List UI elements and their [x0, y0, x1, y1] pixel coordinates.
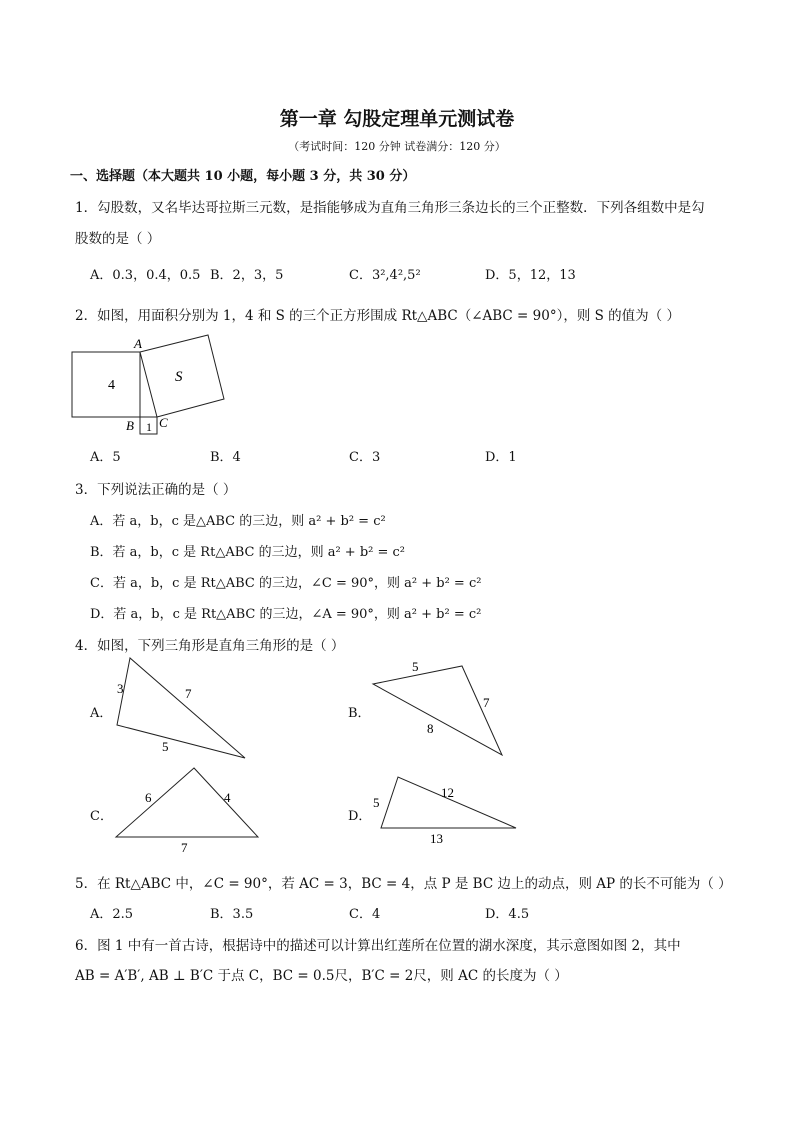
tri-a-side-5: 5 [162, 739, 169, 754]
fig-label-4: 4 [108, 378, 115, 393]
q2-option-c: C．3 [349, 450, 381, 465]
fig-label-1: 1 [146, 420, 152, 434]
q4-option-d-label: D． [348, 809, 372, 824]
q6-line2: AB = A′B′, AB ⊥ B′C 于点 C，BC = 0.5尺，B′C = 2尺，则 AC 的长度为（ ） [75, 968, 568, 984]
q2-option-b: B．4 [210, 450, 241, 465]
tri-c-side-4: 4 [224, 790, 231, 805]
tri-d-side-12: 12 [441, 785, 454, 800]
q3-option-b: B．若 a，b，c 是 Rt△ABC 的三边，则 a² + b² = c² [90, 545, 406, 560]
fig-point-c: C [159, 415, 168, 430]
q1-option-b: B．2，3，5 [210, 268, 284, 283]
page-title: 第一章 勾股定理单元测试卷 [279, 108, 515, 130]
q4-triangle-a [108, 655, 253, 763]
q5-option-d: D．4.5 [485, 907, 530, 922]
fig-point-b: B [126, 418, 134, 433]
q1-option-c: C．3²,4²,5² [349, 268, 421, 283]
tri-a-side-7: 7 [185, 686, 192, 701]
section-heading: 一、选择题（本大题共 10 小题，每小题 3 分，共 30 分） [70, 169, 416, 184]
q2-option-a: A．5 [90, 450, 121, 465]
q4-stem: 4．如图，下列三角形是直角三角形的是（ ） [75, 638, 345, 654]
q3-option-a: A．若 a，b，c 是△ABC 的三边，则 a² + b² = c² [90, 514, 386, 529]
q5-stem: 5．在 Rt△ABC 中，∠C = 90°，若 AC = 3，BC = 4，点 P 是 BC 边上的动点，则 AP 的长不可能为（ ） [75, 876, 732, 892]
tri-a-side-3: 3 [117, 681, 124, 696]
q2-stem: 2．如图，用面积分别为 1，4 和 S 的三个正方形围成 Rt△ABC（∠ABC = 90°），则 S 的值为（ ） [75, 308, 680, 324]
q1-option-a: A．0.3，0.4，0.5 [90, 268, 201, 283]
q4-triangle-d [365, 770, 525, 850]
tri-c-side-6: 6 [145, 790, 152, 805]
q3-option-c: C．若 a，b，c 是 Rt△ABC 的三边，∠C = 90°，则 a² + b² = c² [90, 576, 482, 591]
q1-line2: 股数的是（ ） [75, 231, 161, 247]
tri-c-side-7: 7 [181, 840, 188, 855]
tri-b-side-7: 7 [483, 695, 490, 710]
q4-triangle-c [108, 762, 268, 857]
q1-option-d: D．5，12，13 [485, 268, 576, 283]
q6-line1: 6．图 1 中有一首古诗，根据诗中的描述可以计算出红莲所在位置的湖水深度，其示意图如图 2，其中 [75, 938, 681, 954]
page-subtitle: （考试时间：120 分钟 试卷满分：120 分） [288, 140, 506, 153]
fig-label-s: S [175, 369, 183, 385]
tri-d-side-13: 13 [430, 831, 443, 846]
fig-point-a: A [134, 336, 142, 351]
q1-line1: 1．勾股数，又名毕达哥拉斯三元数，是指能够成为直角三角形三条边长的三个正整数．下列各组数中是勾 [75, 200, 705, 216]
q4-triangle-b [365, 655, 515, 760]
tri-b-side-8: 8 [427, 721, 434, 736]
q4-option-c-label: C． [90, 809, 113, 824]
q5-option-c: C．4 [349, 907, 381, 922]
q3-option-d: D．若 a，b，c 是 Rt△ABC 的三边，∠A = 90°，则 a² + b² = c² [90, 607, 482, 622]
tri-d-side-5: 5 [373, 795, 380, 810]
q4-option-a-label: A． [90, 706, 113, 721]
q5-option-b: B．3.5 [210, 907, 254, 922]
q4-option-b-label: B． [348, 706, 371, 721]
q3-stem: 3．下列说法正确的是（ ） [75, 482, 237, 498]
q2-option-d: D．1 [485, 450, 517, 465]
q2-squares-figure [60, 334, 240, 439]
square-area-4 [72, 352, 140, 417]
q5-option-a: A．2.5 [90, 907, 134, 922]
tri-b-side-5: 5 [412, 659, 419, 674]
